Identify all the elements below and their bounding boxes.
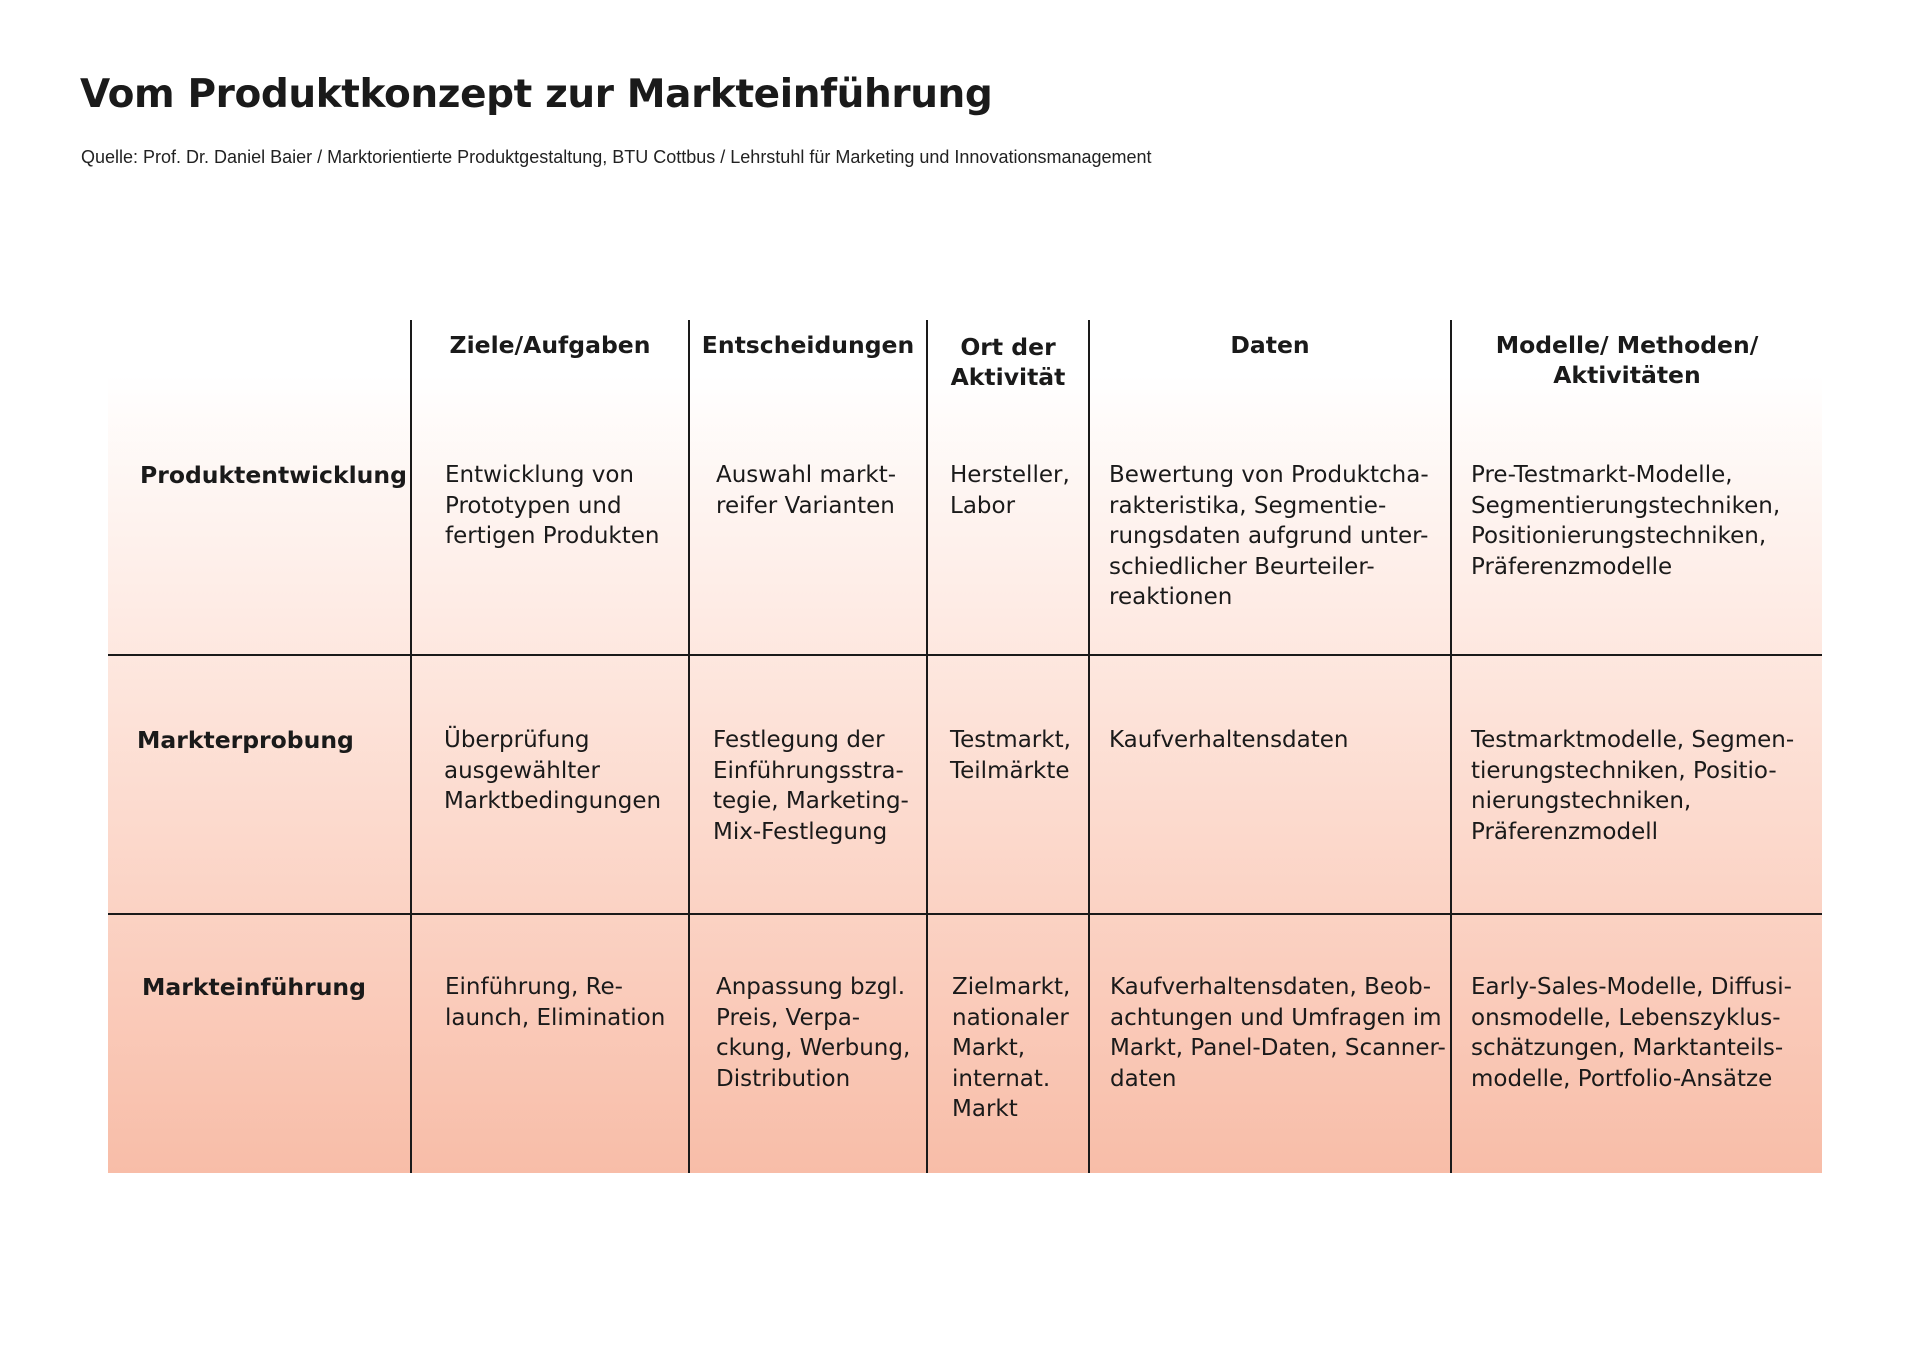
header-ort-der-aktivitaet: Ort der Aktivität — [950, 333, 1066, 391]
table-cell: Zielmarkt, nationaler Markt, internat. Markt — [952, 974, 1071, 1122]
row-label-produktentwicklung: Produktentwicklung — [140, 461, 407, 489]
table-cell: Kaufverhaltensdaten, Beob- achtungen und Umfragen im Markt, Panel-Daten, Scanner- daten — [1110, 974, 1446, 1092]
table-cell: Pre-Testmarkt-Modelle, Segmentierungstechniken, Positionierungstechniken, Präferenzmodelle — [1471, 462, 1781, 580]
table-cell: Testmarkt, Teilmärkte — [950, 727, 1071, 784]
process-table — [108, 320, 1822, 1173]
table-cell: Kaufverhaltensdaten — [1109, 727, 1349, 753]
page-title: Vom Produktkonzept zur Markteinführung — [80, 72, 993, 117]
header-entscheidungen: Entscheidungen — [701, 331, 915, 359]
table-cell: Hersteller, Labor — [950, 462, 1070, 519]
header-ziele-aufgaben: Ziele/Aufgaben — [449, 331, 651, 359]
table-cell: Testmarktmodelle, Segmen- tierungstechniken, Positio- nierungstechniken, Präferenzmodell — [1471, 727, 1795, 845]
row-label-markterprobung: Markterprobung — [137, 726, 354, 754]
header-modelle-methoden: Modelle/ Methoden/ Aktivitäten — [1495, 331, 1759, 389]
table-cell: Early-Sales-Modelle, Diffusi- onsmodelle, Lebenszyklus- schätzungen, Marktanteils- modelle, Portfolio-Ansätze — [1471, 974, 1792, 1092]
column-divider — [1088, 320, 1090, 1173]
column-divider — [410, 320, 412, 1173]
row-divider — [108, 913, 1822, 915]
table-cell: Festlegung der Einführungsstra- tegie, Marketing- Mix-Festlegung — [713, 727, 909, 845]
row-label-markteinfuehrung: Markteinführung — [142, 973, 366, 1001]
table-cell: Bewertung von Produktcha- rakteristika, Segmentie- rungsdaten aufgrund unter- schiedlicher Beurteiler- reaktionen — [1109, 462, 1429, 610]
header-daten: Daten — [1230, 331, 1310, 359]
table-cell: Einführung, Re- launch, Elimination — [445, 974, 666, 1031]
row-divider — [108, 654, 1822, 656]
column-divider — [1450, 320, 1452, 1173]
column-divider — [688, 320, 690, 1173]
source-citation: Quelle: Prof. Dr. Daniel Baier / Marktorientierte Produktgestaltung, BTU Cottbus / Lehrstuhl für Marketing und Innovationsmanagement — [81, 147, 1152, 167]
table-cell: Entwicklung von Prototypen und fertigen Produkten — [445, 462, 660, 549]
table-cell: Überprüfung ausgewählter Marktbedingungen — [444, 727, 662, 814]
table-cell: Anpassung bzgl. Preis, Verpa- ckung, Werbung, Distribution — [716, 974, 911, 1092]
table-cell: Auswahl markt- reifer Varianten — [716, 462, 897, 519]
column-divider — [926, 320, 928, 1173]
